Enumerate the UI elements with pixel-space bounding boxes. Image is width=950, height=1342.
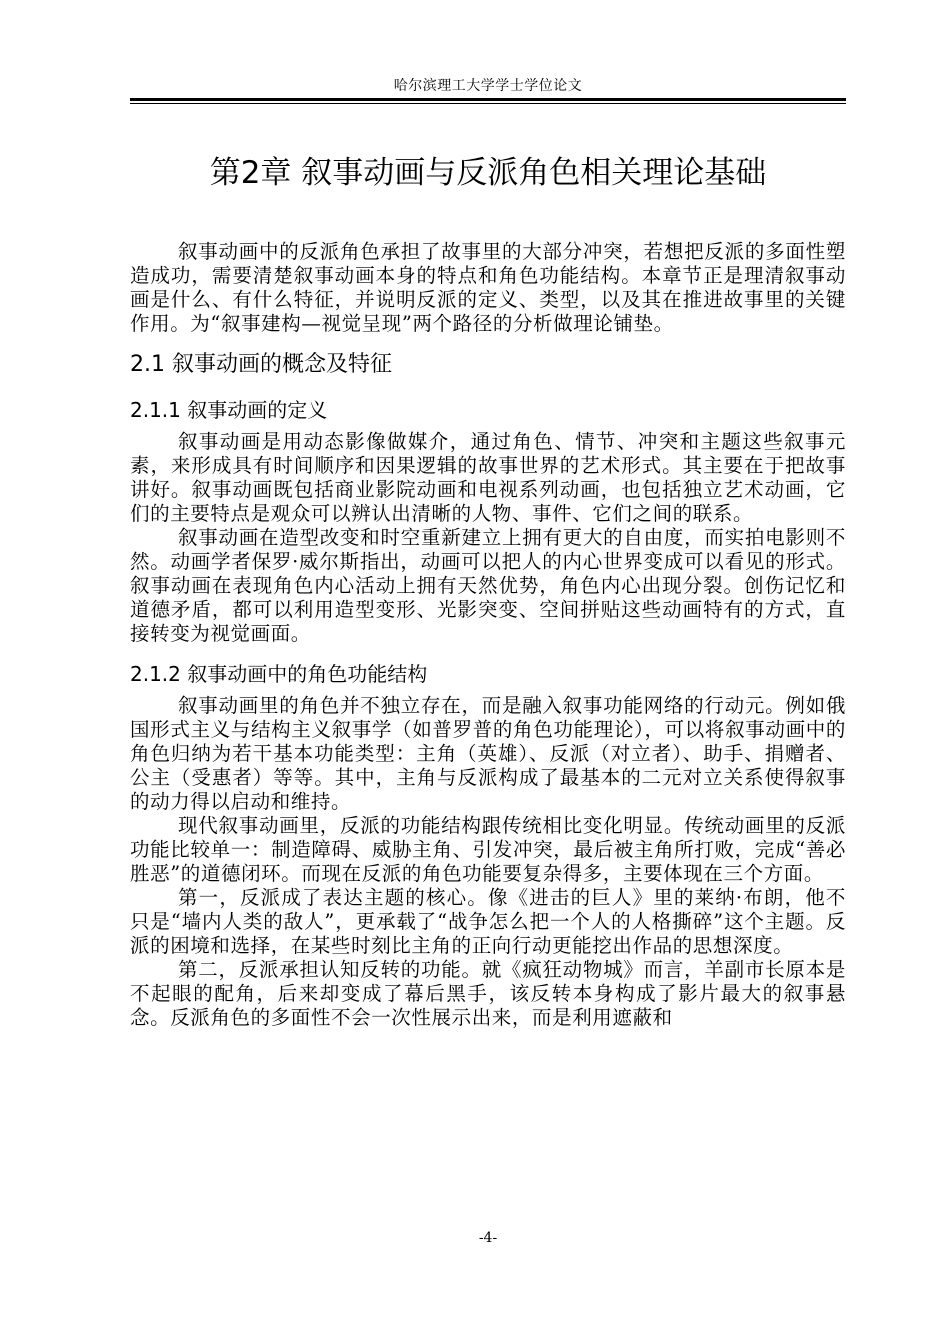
chapter-title: 第2章 叙事动画与反派角色相关理论基础 — [209, 155, 767, 191]
section-heading-2-1: 2.1 叙事动画的概念及特征 — [130, 352, 392, 377]
header-rule-thick — [130, 98, 846, 101]
paragraph-2-1-2-b: 现代叙事动画里，反派的功能结构跟传统相比变化明显。传统动画里的反派功能比较单一：制造障碍、威胁主角、引发冲突，最后被主角所打败，完成“善必胜恶”的道德闭环。而现在反派的角色功能要复杂得多，主要体现在三个方面。 — [130, 814, 846, 885]
section-heading-2-1-2: 2.1.2 叙事动画中的角色功能结构 — [130, 662, 428, 686]
header-rule-thin — [130, 103, 846, 104]
intro-paragraph: 叙事动画中的反派角色承担了故事里的大部分冲突，若想把反派的多面性塑造成功，需要清楚叙事动画本身的特点和角色功能结构。本章节正是理清叙事动画是什么、有什么特征，并说明反派的定义、类型，以及其在推进故事里的关键作用。为“叙事建构—视觉呈现”两个路径的分析做理论铺垫。 — [130, 240, 846, 335]
page-number: -4- — [478, 1230, 498, 1246]
paragraph-2-1-1-a: 叙事动画是用动态影像做媒介，通过角色、情节、冲突和主题这些叙事元素，来形成具有时间顺序和因果逻辑的故事世界的艺术形式。其主要在于把故事讲好。叙事动画既包括商业影院动画和电视系列动画，也包括独立艺术动画，它们的主要特点是观众可以辨认出清晰的人物、事件、它们之间的联系。 — [130, 430, 846, 525]
paragraph-2-1-2-a: 叙事动画里的角色并不独立存在，而是融入叙事功能网络的行动元。例如俄国形式主义与结构主义叙事学（如普罗普的角色功能理论），可以将叙事动画中的角色归纳为若干基本功能类型：主角（英雄）、反派（对立者）、助手、捐赠者、公主（受惠者）等等。其中，主角与反派构成了最基本的二元对立关系使得叙事的动力得以启动和维持。 — [130, 694, 846, 813]
paragraph-2-1-2-d: 第二，反派承担认知反转的功能。就《疯狂动物城》而言，羊副市长原本是不起眼的配角，后来却变成了幕后黑手，该反转本身构成了影片最大的叙事悬念。反派角色的多面性不会一次性展示出来，而是利用遮蔽和 — [130, 958, 846, 1029]
paragraph-2-1-1-b: 叙事动画在造型改变和时空重新建立上拥有更大的自由度，而实拍电影则不然。动画学者保罗·威尔斯指出，动画可以把人的内心世界变成可以看见的形式。叙事动画在表现角色内心活动上拥有天然优势，角色内心出现分裂。创伤记忆和道德矛盾，都可以利用造型变形、光影突变、空间拼贴这些动画特有的方式，直接转变为视觉画面。 — [130, 526, 846, 645]
page-body — [130, 240, 846, 1030]
paragraph-2-1-2-c: 第一，反派成了表达主题的核心。像《进击的巨人》里的莱纳·布朗，他不只是“墙内人类的敌人”，更承载了“战争怎么把一个人的人格撕碎”这个主题。反派的困境和选择，在某些时刻比主角的正向行动更能挖出作品的思想深度。 — [130, 886, 846, 957]
section-heading-2-1-1: 2.1.1 叙事动画的定义 — [130, 398, 328, 422]
running-header: 哈尔滨理工大学学士学位论文 — [393, 78, 583, 94]
